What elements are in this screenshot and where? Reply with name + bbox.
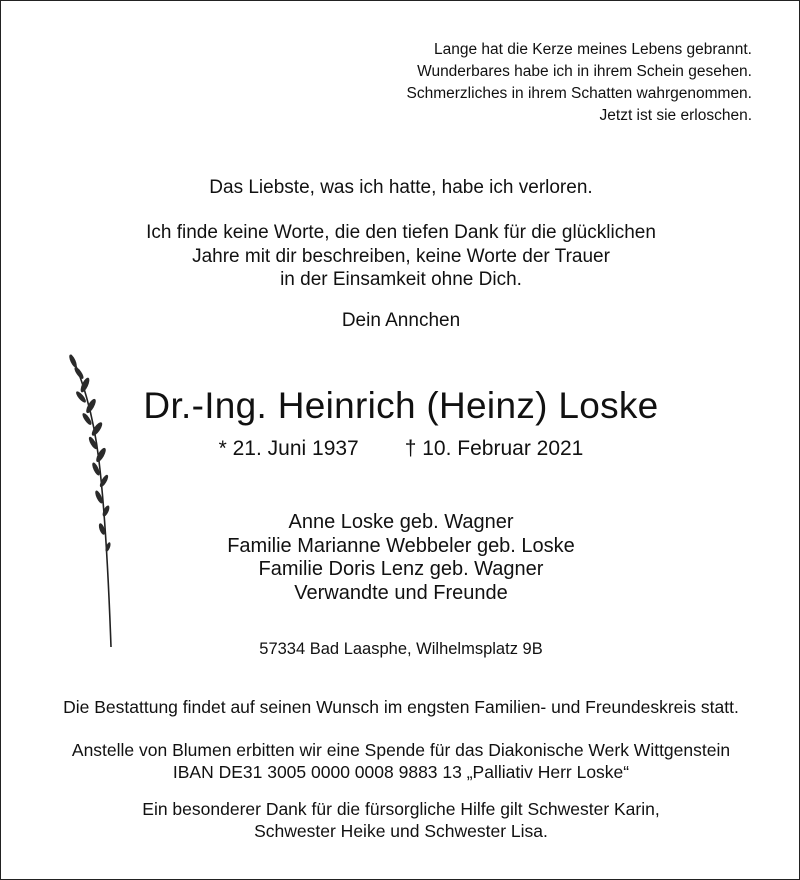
thanks-line: Ein besonderer Dank für die fürsorgliche Hilfe gilt Schwester Karin, bbox=[142, 799, 660, 819]
donation-line: Anstelle von Blumen erbitten wir eine Spende für das Diakonische Werk Wittgenstein bbox=[71, 740, 731, 760]
message-line: Jahre mit dir beschreiben, keine Worte der Trauer bbox=[192, 245, 610, 267]
poem bbox=[407, 39, 752, 127]
mourner: Verwandte und Freunde bbox=[294, 581, 508, 604]
thanks-line: Schwester Heike und Schwester Lisa. bbox=[254, 821, 548, 841]
message-line: in der Einsamkeit ohne Dich. bbox=[280, 269, 522, 290]
message-opening: Das Liebste, was ich hatte, habe ich verloren. bbox=[209, 177, 593, 198]
thanks-notice bbox=[1, 798, 800, 842]
message-line: Ich finde keine Worte, die den tiefen Dank für die glücklichen bbox=[146, 222, 656, 243]
address: 57334 Bad Laasphe, Wilhelmsplatz 9B bbox=[259, 640, 543, 658]
death-date: † 10. Februar 2021 bbox=[404, 437, 584, 460]
signature: Dein Annchen bbox=[341, 310, 461, 331]
message-paragraph bbox=[1, 221, 800, 292]
mourners-list bbox=[1, 511, 800, 605]
mourner: Familie Doris Lenz geb. Wagner bbox=[258, 558, 544, 580]
birth-date: * 21. Juni 1937 bbox=[218, 437, 359, 460]
donation-line: IBAN DE31 3005 0000 0008 9883 13 „Palliativ Herr Loske“ bbox=[172, 762, 630, 782]
funeral-notice: Die Bestattung findet auf seinen Wunsch im engsten Familien- und Freundeskreis statt. bbox=[63, 697, 739, 717]
mourner: Familie Marianne Webbeler geb. Loske bbox=[227, 534, 575, 557]
donation-notice bbox=[1, 739, 800, 783]
mourner: Anne Loske geb. Wagner bbox=[288, 511, 514, 533]
life-dates bbox=[1, 437, 800, 461]
deceased-name: Dr.-Ing. Heinrich (Heinz) Loske bbox=[143, 385, 659, 426]
poem-line: Lange hat die Kerze meines Lebens gebrannt. bbox=[434, 41, 752, 58]
poem-line: Jetzt ist sie erloschen. bbox=[599, 107, 752, 124]
poem-line: Wunderbares habe ich in ihrem Schein gesehen. bbox=[417, 63, 752, 80]
poem-line: Schmerzliches in ihrem Schatten wahrgenommen. bbox=[406, 85, 752, 102]
